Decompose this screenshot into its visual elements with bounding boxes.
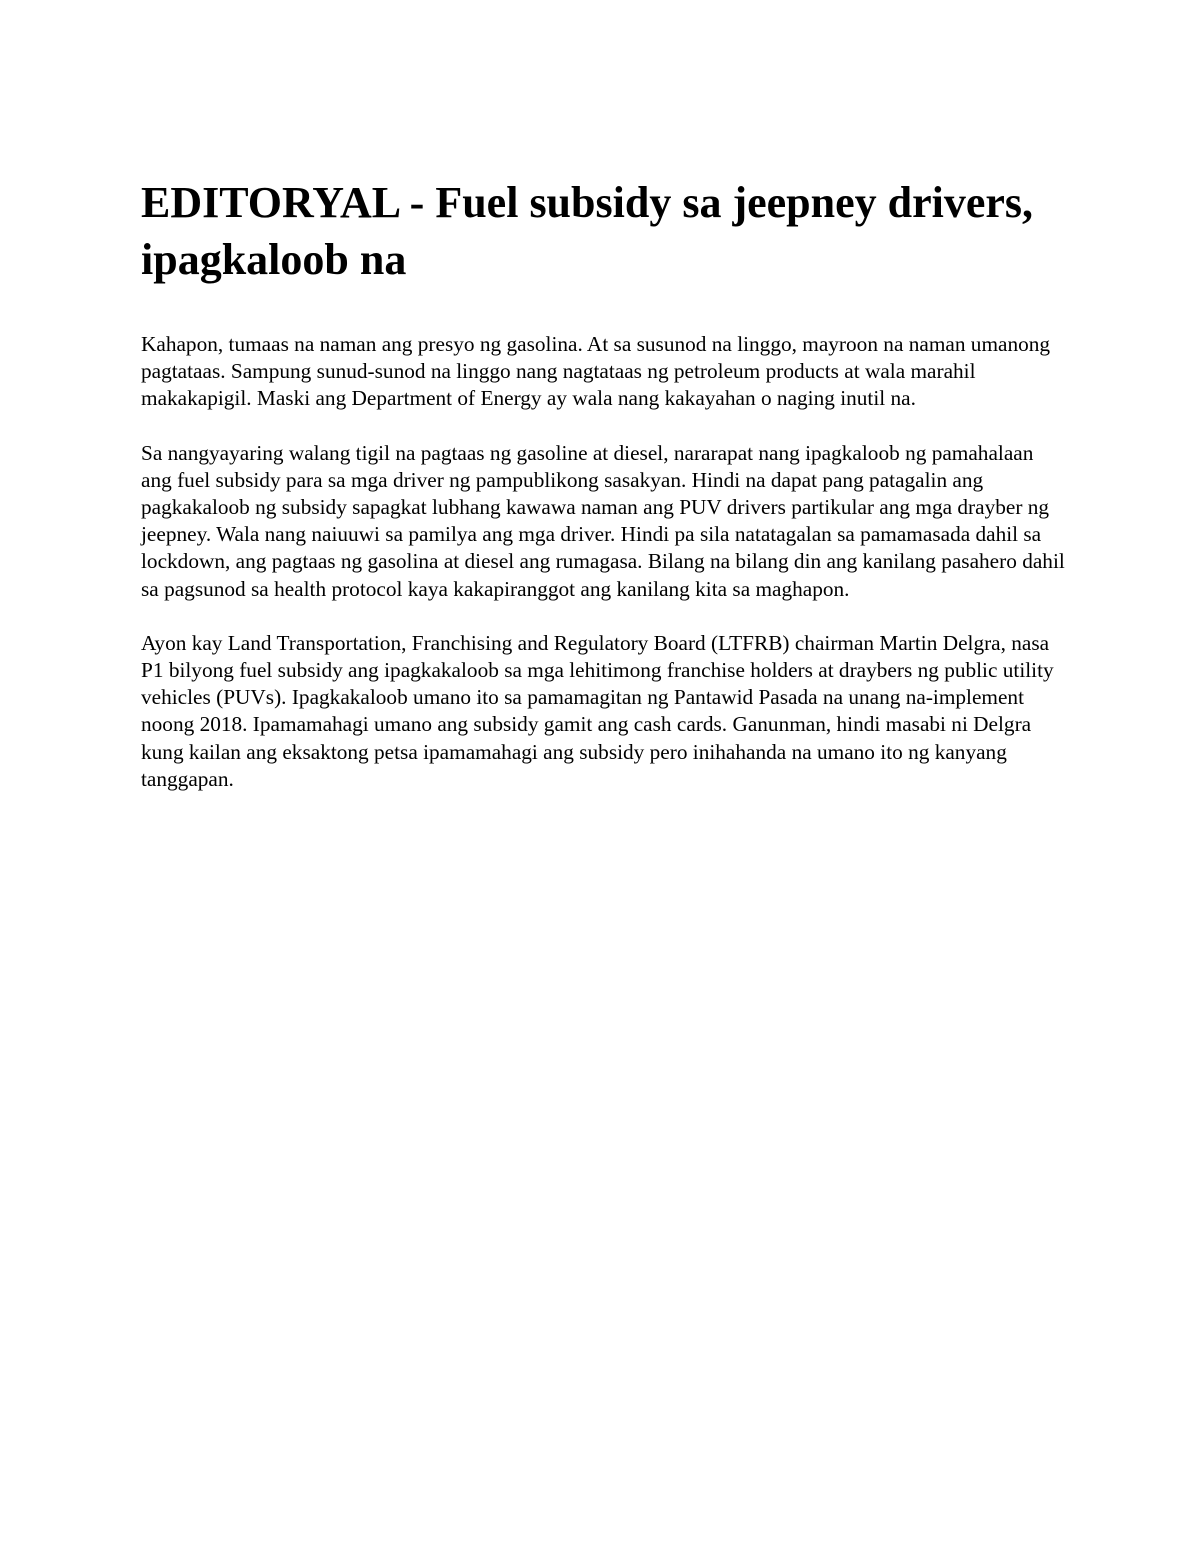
document-title: EDITORYAL - Fuel subsidy sa jeepney drivers, ipagkaloob na [141,178,1034,284]
paragraph-subsidy-call: Sa nangyayaring walang tigil na pagtaas ng gasoline at diesel, nararapat nang ipagkaloob ng pamahalaan ang fuel subsidy para sa mga driver ng pampublikong sasakyan. Hindi na dapat pang patagalin ang pagkakaloob ng subsidy sapagkat lubhang kawawa naman ang PUV drivers partikular ang mga drayber ng jeepney. Wala nang naiuuwi sa pamilya ang mga driver. Hindi pa sila natatagalan sa pamamasada dahil sa lockdown, ang pagtaas ng gasolina at diesel ang rumagasa. Bilang na bilang din ang kanilang pasahero dahil sa pagsunod sa health protocol kaya kakapiranggot ang kanilang kita sa maghapon. [141,440,1065,601]
document-content [141,174,1066,793]
paragraph-intro: Kahapon, tumaas na naman ang presyo ng gasolina. At sa susunod na linggo, mayroon na naman umanong pagtataas. Sampung sunud-sunod na linggo nang nagtataas ng petroleum products at wala marahil makakapigil. Maski ang Department of Energy ay wala nang kakayahan o naging inutil na. [141,332,1051,411]
paragraph-ltfrb: Ayon kay Land Transportation, Franchising and Regulatory Board (LTFRB) chairman Martin Delgra, nasa P1 bilyong fuel subsidy ang ipagkakaloob sa mga lehitimong franchise holders at draybers ng public utility vehicles (PUVs). Ipagkakaloob umano ito sa pamamagitan ng Pantawid Pasada na unang na-implement noong 2018. Ipamamahagi umano ang subsidy gamit ang cash cards. Ganunman, hindi masabi ni Delgra kung kailan ang eksaktong petsa ipamamahagi ang subsidy pero inihahanda na umano ito ng kanyang tanggapan. [141,630,1054,791]
